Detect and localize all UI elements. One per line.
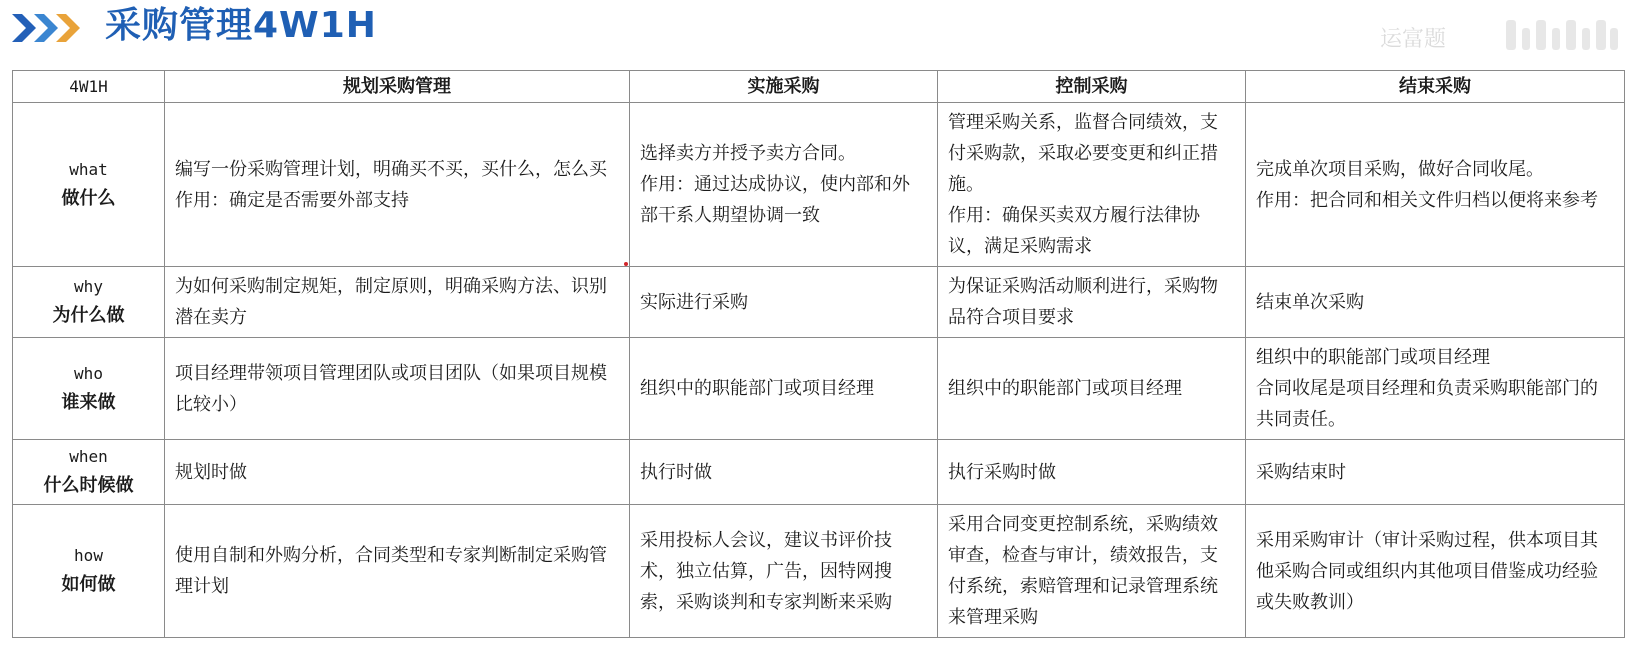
watermark	[1380, 14, 1630, 54]
cell-text: 项目经理带领项目管理团队或项目团队（如果项目规模比较小）	[175, 362, 607, 415]
cell-why-close	[1246, 267, 1625, 338]
cell-text: 作用：把合同和相关文件归档以便将来参考	[1256, 189, 1598, 211]
cell-how-close	[1246, 505, 1625, 638]
cell-who-close	[1246, 338, 1625, 440]
cell-how-plan	[165, 505, 630, 638]
procurement-4w1h-table	[12, 70, 1625, 638]
cell-text: 组织中的职能部门或项目经理	[640, 378, 874, 399]
cell-text: 采用合同变更控制系统，采购绩效审查，检查与审计，绩效报告，支付系统，索赔管理和记录管理系统来管理采购	[948, 514, 1218, 628]
row-header-when	[13, 440, 165, 505]
cell-text: 合同收尾是项目经理和负责采购职能部门的共同责任。	[1256, 378, 1598, 430]
cell-text: 采用投标人会议，建议书评价技术，独立估算，广告，因特网搜索，采购谈判和专家判断来采购	[640, 529, 892, 613]
cell-who-control	[938, 338, 1246, 440]
row-header-who	[13, 338, 165, 440]
table-row-what	[13, 103, 1625, 267]
cell-what-control	[938, 103, 1246, 267]
cell-text: 完成单次项目采购，做好合同收尾。	[1256, 158, 1544, 180]
row-header-en: why	[74, 277, 103, 296]
column-header-plan: 规划采购管理	[165, 71, 630, 103]
cell-text: 实际进行采购	[640, 291, 748, 313]
cell-why-control	[938, 267, 1246, 338]
row-header-why	[13, 267, 165, 338]
cell-text: 使用自制和外购分析，合同类型和专家判断制定采购管理计划	[175, 545, 607, 597]
cell-text: 采用采购审计（审计采购过程，供本项目其他采购合同或组织内其他项目借鉴成功经验或失败教训）	[1256, 529, 1598, 613]
corner-header: 4W1H	[13, 71, 165, 103]
table-row-when	[13, 440, 1625, 505]
column-header-conduct: 实施采购	[630, 71, 938, 103]
row-header-what	[13, 103, 165, 267]
watermark-text: 运富题	[1380, 27, 1447, 52]
row-header-en: who	[74, 363, 103, 383]
table-row-who	[13, 338, 1625, 440]
cell-text: 选择卖方并授予卖方合同。	[640, 143, 856, 164]
column-header-close: 结束采购	[1246, 71, 1625, 103]
row-header-zh: 为什么做	[52, 305, 125, 326]
cell-what-close	[1246, 103, 1625, 267]
cell-when-close	[1246, 440, 1625, 505]
table-header-row	[13, 71, 1625, 103]
column-header-control: 控制采购	[938, 71, 1246, 103]
cell-text: 为如何采购制定规矩，制定原则，明确采购方法、识别潜在卖方	[175, 276, 607, 328]
page-title: 采购管理4W1H	[105, 5, 377, 46]
table-row-why	[13, 267, 1625, 338]
row-header-zh: 什么时候做	[43, 475, 134, 496]
cell-text: 规划时做	[175, 461, 247, 483]
cell-what-conduct	[630, 103, 938, 267]
cell-text: 作用：确保买卖双方履行法律协议，满足采购需求	[948, 205, 1200, 257]
cell-text: 采购结束时	[1256, 461, 1346, 483]
row-header-zh: 如何做	[61, 574, 116, 595]
cell-when-plan	[165, 440, 630, 505]
cell-text: 编写一份采购管理计划，明确买不买，买什么，怎么买	[175, 158, 607, 180]
cell-text: 组织中的职能部门或项目经理	[1256, 347, 1490, 368]
cell-how-conduct	[630, 505, 938, 638]
cell-how-control	[938, 505, 1246, 638]
cell-why-conduct	[630, 267, 938, 338]
triple-chevron-right-icon	[12, 10, 84, 46]
cell-what-plan	[165, 103, 630, 267]
cell-who-plan	[165, 338, 630, 440]
row-header-zh: 谁来做	[61, 391, 116, 413]
cell-text: 作用：通过达成协议，使内部和外部干系人期望协调一致	[640, 174, 910, 226]
cell-why-plan	[165, 267, 630, 338]
row-header-en: when	[69, 447, 108, 466]
cell-when-conduct	[630, 440, 938, 505]
cell-when-control	[938, 440, 1246, 505]
cell-who-conduct	[630, 338, 938, 440]
cell-text: 管理采购关系，监督合同绩效，支付采购款，采取必要变更和纠正措施。	[948, 112, 1218, 195]
row-header-zh: 做什么	[61, 187, 116, 209]
annotation-dot	[624, 262, 628, 266]
cell-text: 作用：确定是否需要外部支持	[175, 189, 409, 211]
row-header-how	[13, 505, 165, 638]
cell-text: 执行时做	[640, 461, 712, 483]
row-header-en: what	[69, 159, 108, 179]
row-header-en: how	[74, 546, 103, 565]
cell-text: 为保证采购活动顺利进行，采购物品符合项目要求	[948, 276, 1218, 328]
slide-header	[0, 0, 1637, 60]
table-row-how	[13, 505, 1625, 638]
cell-text: 执行采购时做	[948, 461, 1056, 483]
bilibili-logo	[1502, 14, 1622, 54]
cell-text: 结束单次采购	[1256, 291, 1364, 313]
cell-text: 组织中的职能部门或项目经理	[948, 378, 1182, 399]
